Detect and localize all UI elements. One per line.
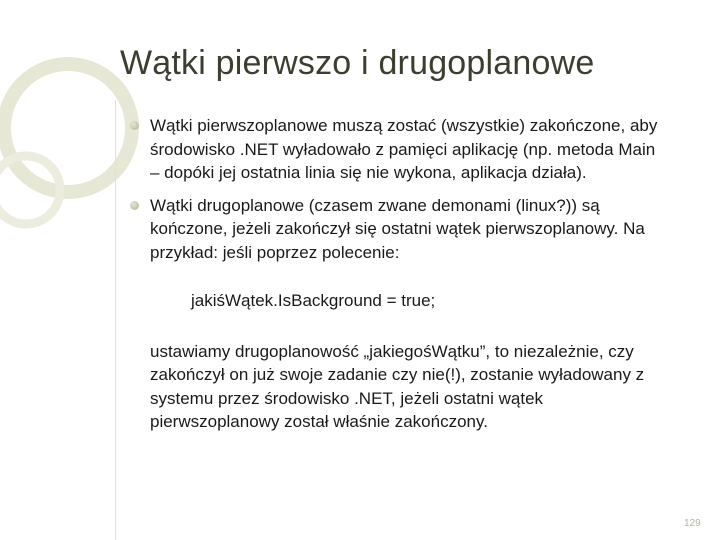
- bullet-item-1: [130, 114, 700, 185]
- slide-title: Wątki pierwszo i drugoplanowe: [120, 44, 595, 82]
- bullet-line: kończone, jeżeli zakończył się ostatni wątek pierwszoplanowy. Na: [150, 219, 645, 238]
- slide-content: [130, 114, 700, 434]
- paragraph-line: ustawiamy drugoplanowość „jakiegośWątku”, to niezależnie, czy: [150, 341, 634, 361]
- bullet-line: – dopóki jej ostatnia linia się nie wykona, aplikacja działa).: [150, 163, 587, 182]
- bullet-icon: [130, 121, 139, 130]
- bullet-icon: [130, 201, 139, 210]
- explanation-paragraph: [150, 340, 700, 434]
- bullet-line: środowisko .NET wyładowało z pamięci aplikację (np. metoda Main: [150, 139, 656, 159]
- paragraph-line: zakończył on już swoje zadanie czy nie(!), zostanie wyładowany z: [150, 365, 645, 384]
- paragraph-line: pierwszoplanowy został właśnie zakończony.: [150, 412, 488, 431]
- decorative-circle-large: [4, 64, 132, 192]
- bullet-line: Wątki pierwszoplanowe muszą zostać (wszystkie) zakończone, aby: [150, 116, 658, 135]
- code-line: jakiśWątek.IsBackground = true;: [191, 291, 436, 310]
- paragraph-line: systemu przez środowisko .NET, jeżeli ostatni wątek: [150, 388, 544, 408]
- bullet-line: Wątki drugoplanowe (czasem zwane demonami (linux?)) są: [150, 195, 600, 215]
- page-number: 129: [684, 518, 701, 529]
- bullet-item-2: [130, 194, 700, 265]
- bullet-line: przykład: jeśli poprzez polecenie:: [150, 242, 400, 262]
- divider-line: [115, 100, 116, 540]
